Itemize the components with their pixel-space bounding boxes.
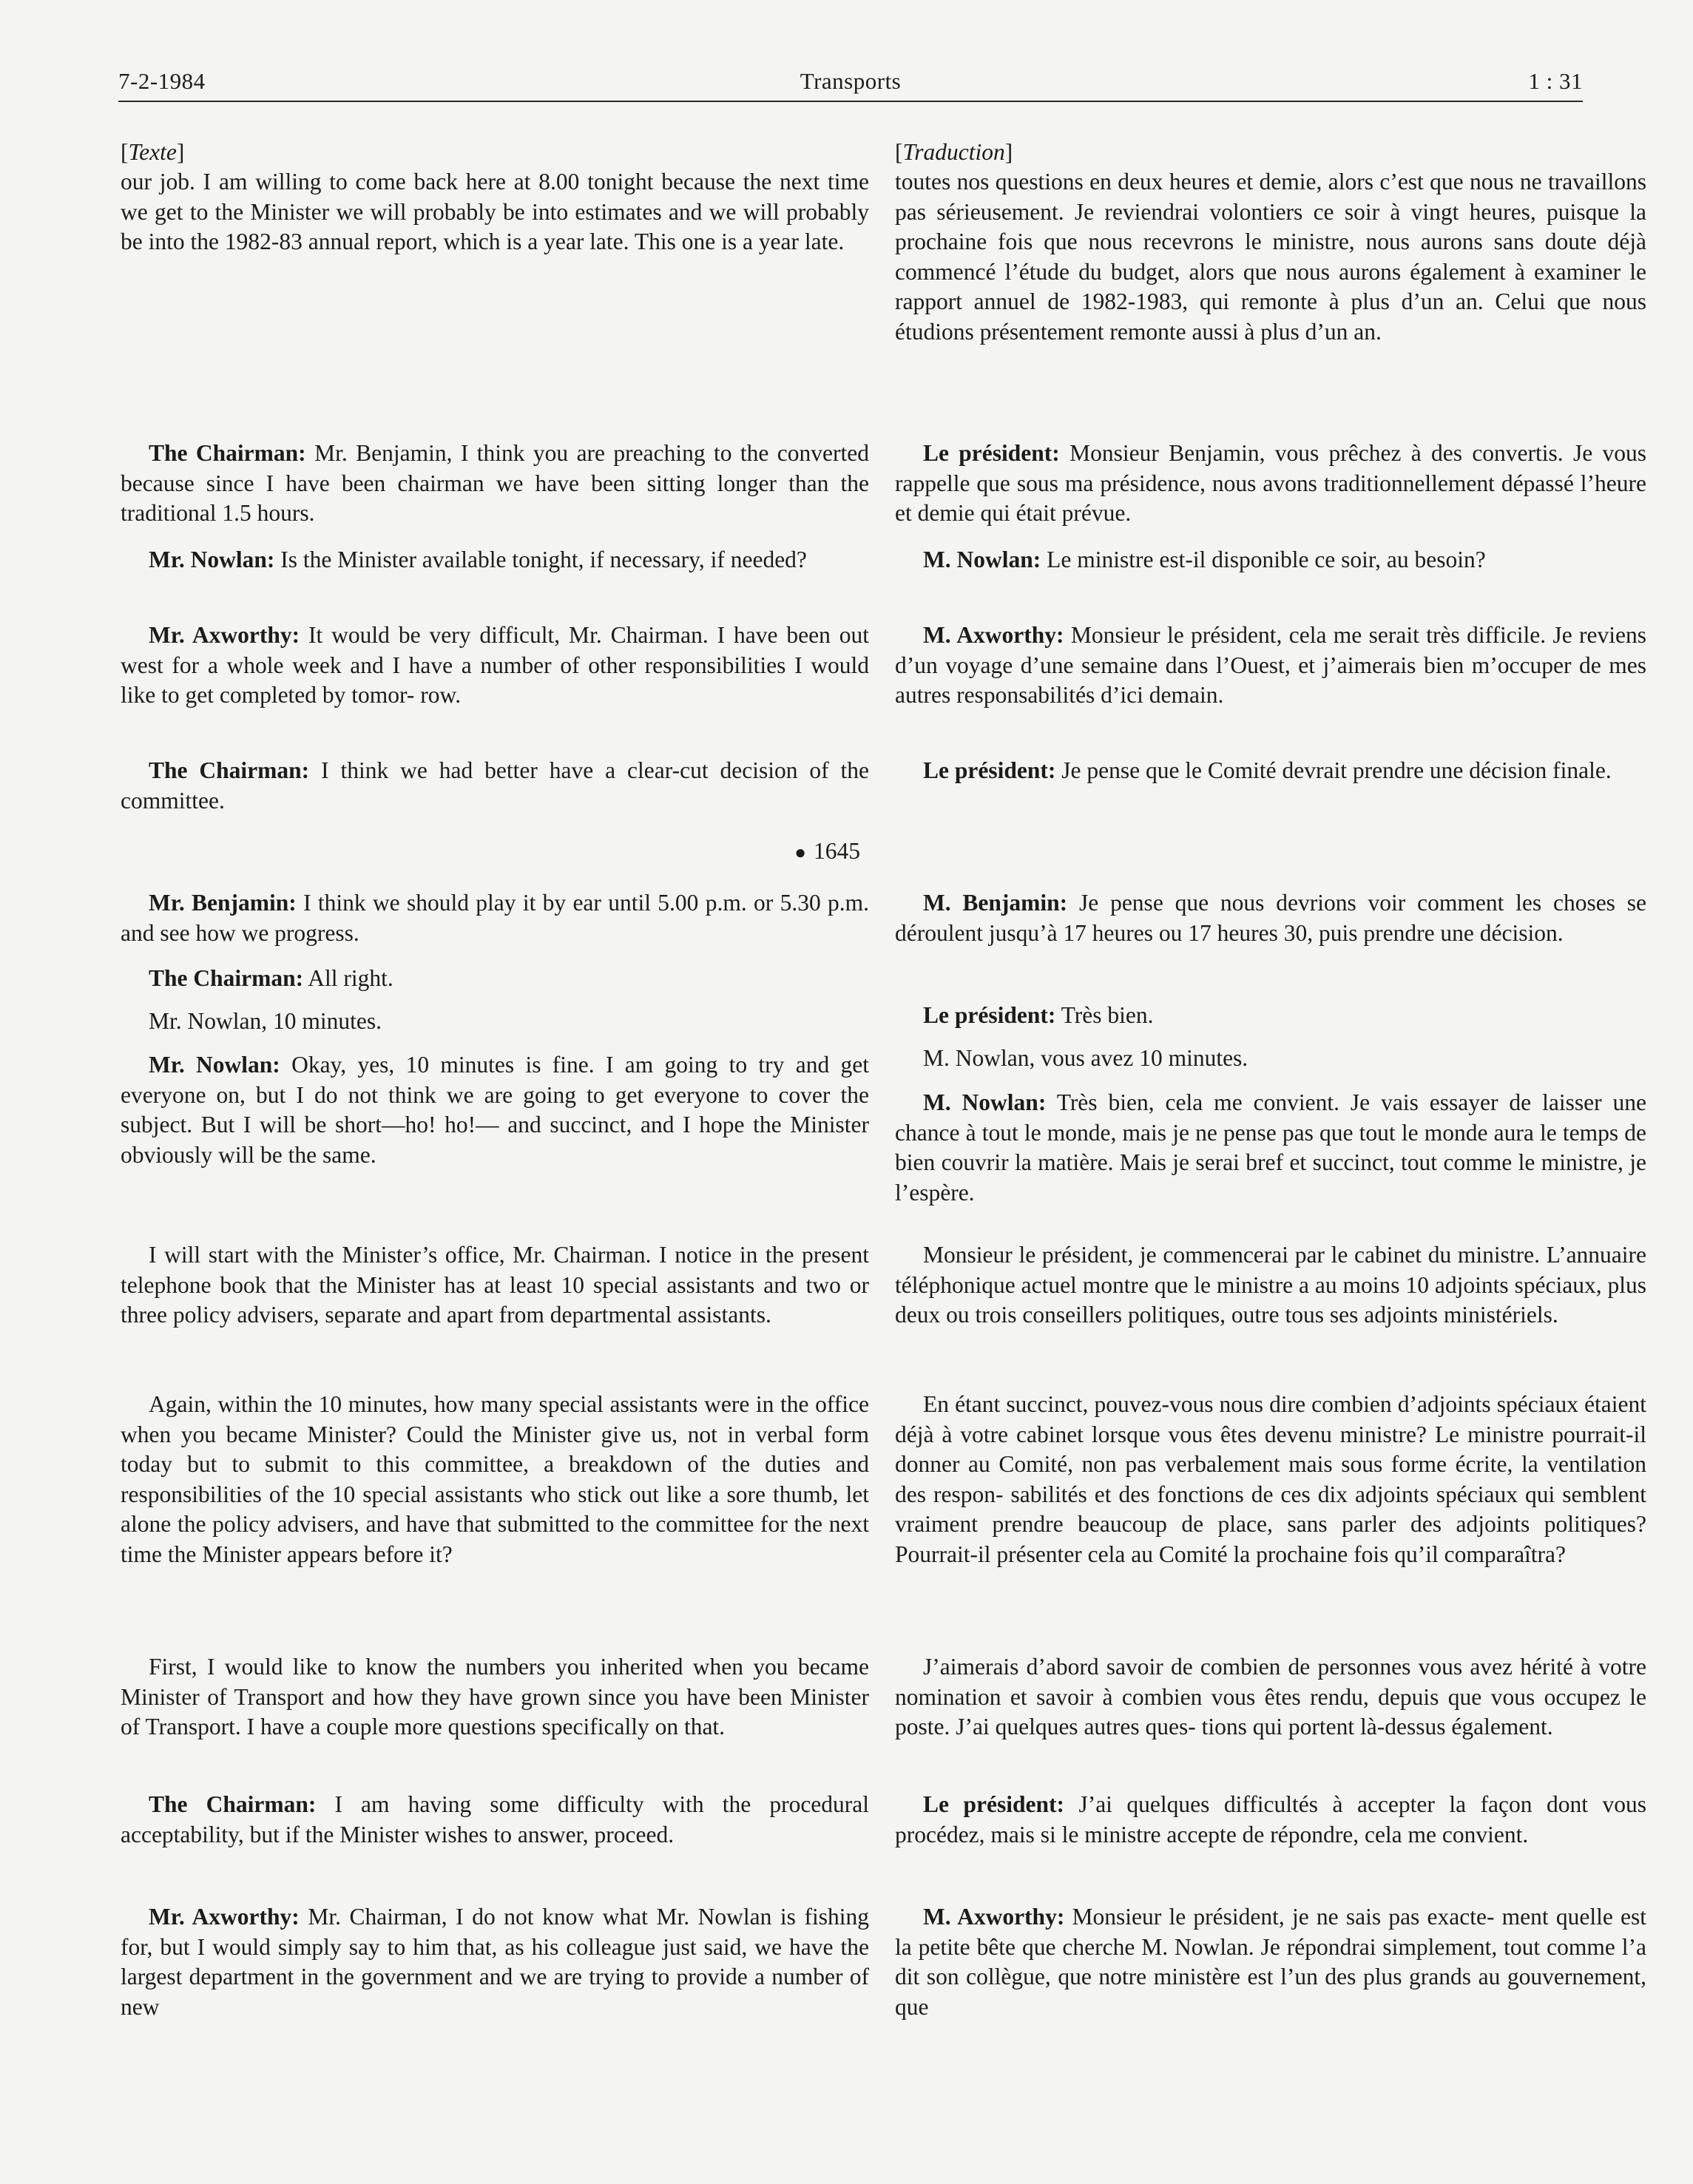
speaker-label: Mr. Benjamin: — [149, 890, 297, 916]
paragraph-text: Monsieur le président, cela me serait très difficile. Je reviens d’un voyage d’une semaine dans l’Ouest, et j’aimerais bien m’occuper de mes autres responsabilités d’ici demain. — [895, 622, 1646, 708]
paragraph-text: Très bien, cela me convient. Je vais essayer de laisser une chance à tout le monde, mais je ne pense pas que tout le monde aura le temps de bien couvrir la matière. Mais je serai bref et succinct, tout comme le ministre, je l’espère. — [895, 1089, 1646, 1206]
speaker-label: M. Axworthy: — [923, 622, 1064, 648]
paragraph — [895, 621, 1646, 711]
paragraph-text: Je pense que nous devrions voir comment les choses se déroulent jusqu’à 17 heures ou 17 heures 30, puis prendre une décision. — [895, 890, 1647, 946]
paragraph-text: Mr. Benjamin, I think you are preaching to the converted because since I have been chairman we have been sitting longer than the traditional 1.5 hours. — [121, 440, 869, 526]
speaker-label: Le président: — [923, 440, 1060, 466]
paragraph — [895, 756, 1646, 786]
paragraph — [895, 888, 1646, 948]
paragraph — [121, 1050, 869, 1170]
paragraph — [895, 1390, 1646, 1569]
speaker-label: Le président: — [923, 757, 1056, 783]
paragraph-text: our job. I am willing to come back here at 8.00 tonight because the next time we get to the Minister we will probably be into estimates and we will probably be into the 1982-83 annual report, which is a year late. This one is a year late. — [121, 169, 869, 254]
paragraph — [895, 1790, 1646, 1850]
paragraph — [895, 1902, 1646, 2022]
text-marker-label: Texte — [128, 139, 177, 165]
paragraph — [121, 621, 869, 711]
paragraph — [121, 756, 869, 816]
paragraph-text: M. Nowlan, vous avez 10 minutes. — [923, 1045, 1248, 1071]
time-marker — [121, 836, 860, 868]
paragraph-text: Mr. Chairman, I do not know what Mr. Nowlan is fishing for, but I would simply say to him that, as his colleague just said, we have the largest department in the government and we are trying to provide a number of new — [121, 1904, 869, 2020]
paragraph — [121, 1652, 869, 1742]
paragraph — [121, 439, 869, 529]
paragraph-text: Monsieur Benjamin, vous prêchez à des convertis. Je vous rappelle que sous ma présidence, nous avons traditionnellement dépassé l’heure et demie qui était prévue. — [895, 440, 1647, 526]
speaker-label: Mr. Nowlan: — [149, 547, 275, 572]
paragraph-text: Je pense que le Comité devrait prendre une décision finale. — [1061, 757, 1612, 783]
paragraph — [895, 167, 1646, 347]
paragraph — [895, 439, 1646, 529]
header-title: Transports — [800, 68, 902, 94]
paragraph — [121, 1902, 869, 2022]
paragraph — [121, 1240, 869, 1331]
paragraph — [121, 167, 869, 257]
paragraph-text: Again, within the 10 minutes, how many special assistants were in the office when you became Minister? Could the Minister give us, not in verbal form today but to submit to this committee, a breakdown of the duties and responsibilities of the 10 special assistants who stick out like a sore thumb, let alone the policy advisers, and have that submitted to the committee for the next time the Minister appears before it? — [121, 1391, 869, 1567]
speaker-label: The Chairman: — [149, 757, 310, 783]
speaker-label: M. Nowlan: — [923, 1089, 1047, 1115]
translation-marker: [Traduction] — [895, 139, 1013, 165]
paragraph-text: J’ai quelques difficultés à accepter la façon dont vous procédez, mais si le ministre accepte de répondre, cela me convient. — [895, 1791, 1646, 1847]
paragraph-text: Très bien. — [1061, 1002, 1154, 1028]
header-date: 7-2-1984 — [118, 68, 206, 94]
paragraph — [121, 888, 869, 948]
speaker-label: The Chairman: — [149, 965, 304, 991]
paragraph-text: First, I would like to know the numbers you inherited when you became Minister of Transport and how they have grown since you have been Minister of Transport. I have a couple more questions specifically on that. — [121, 1654, 869, 1740]
paragraph — [121, 964, 869, 994]
paragraph — [895, 1001, 1646, 1031]
translation-marker-label: Traduction — [902, 139, 1005, 165]
paragraph-text: Monsieur le président, je commencerai par le cabinet du ministre. L’annuaire téléphonique actuel montre que le ministre a au moins 10 adjoints spéciaux, plus deux ou trois conseillers politiques, outre tous ses adjoints ministériels. — [895, 1242, 1646, 1328]
paragraph-text: En étant succinct, pouvez-vous nous dire combien d’adjoints spéciaux étaient déjà à votre cabinet lorsque vous êtes devenu ministre? Le ministre pourrait-il donner au Comité, non pas verbalement mais sous forme écrite, la ventilation des respon- sabilités et des fonctions de ces dix adjoints spéciaux qui semblent vraiment prendre beaucoup de place, sans parler des adjoints politiques? Pourrait-il présenter cela au Comité la prochaine fois qu’il comparaîtra? — [895, 1391, 1646, 1567]
paragraph-text: Mr. Nowlan, 10 minutes. — [149, 1008, 382, 1034]
text-marker: [Texte] — [121, 139, 185, 165]
paragraph-text: I am having some difficulty with the procedural acceptability, but if the Minister wishes to answer, proceed. — [121, 1791, 870, 1847]
paragraph-text: I think we had better have a clear-cut decision of the committee. — [121, 757, 870, 814]
speaker-label: Mr. Nowlan: — [149, 1052, 280, 1078]
paragraph-text: Is the Minister available tonight, if necessary, if needed? — [280, 547, 807, 572]
paragraph — [895, 1240, 1646, 1331]
speaker-label: M. Nowlan: — [923, 547, 1041, 572]
paragraph — [895, 545, 1646, 575]
paragraph — [121, 1007, 869, 1037]
paragraph — [895, 1044, 1646, 1074]
speaker-label: Mr. Axworthy: — [149, 1904, 300, 1930]
paragraph — [121, 1390, 869, 1569]
paragraph-text: I will start with the Minister’s office, Mr. Chairman. I notice in the present telephone book that the Minister has at least 10 special assistants and two or three policy advisers, separate and apart from departmental assistants. — [121, 1242, 869, 1328]
speaker-label: Mr. Axworthy: — [149, 622, 300, 648]
speaker-label: The Chairman: — [149, 440, 306, 466]
running-header — [118, 65, 1583, 102]
paragraph — [895, 1652, 1646, 1742]
paragraph — [121, 545, 869, 575]
paragraph-text: It would be very difficult, Mr. Chairman. I have been out west for a whole week and I have a number of other responsibilities I would like to get completed by tomor- row. — [121, 622, 870, 708]
paragraph-text: Monsieur le président, je ne sais pas exacte- ment quelle est la petite bête que cherche M. Nowlan. Je répondrai simplement, tout comme l’a dit son collègue, que notre ministère est l’un des plus grands au gouvernement, que — [895, 1904, 1647, 2020]
paragraph — [121, 1790, 869, 1850]
paragraph-text: toutes nos questions en deux heures et demie, alors c’est que nous ne travaillons pas sérieusement. Je reviendrai volontiers ce soir à vingt heures, puisque la prochaine fois que nous recevrons le ministre, nous aurons sans doute déjà commencé l’étude du budget, alors que nous aurons également à examiner le rapport annuel de 1982-1983, qui remonte à plus d’un an. Celui que nous étudions présentement remonte aussi à plus d’un an. — [895, 169, 1646, 345]
paragraph-text: J’aimerais d’abord savoir de combien de personnes vous avez hérité à votre nomination et savoir à combien vous êtes rendu, depuis que vous occupez le poste. J’ai quelques autres ques- tions qui portent là-dessus également. — [895, 1654, 1646, 1740]
paragraph-text: All right. — [308, 965, 393, 991]
speaker-label: The Chairman: — [149, 1791, 317, 1817]
paragraph-text: Le ministre est-il disponible ce soir, au besoin? — [1047, 547, 1486, 572]
time-marker-value: 1645 — [814, 838, 860, 864]
speaker-label: Le président: — [923, 1002, 1056, 1028]
paragraph-text: Okay, yes, 10 minutes is fine. I am going to try and get everyone on, but I do not think we are going to get everyone to cover the subject. But I will be short—ho! ho!— and succinct, and I hope the Minister obviously will be the same. — [121, 1052, 869, 1168]
speaker-label: Le président: — [923, 1791, 1064, 1817]
header-page-number: 1 : 31 — [1528, 68, 1583, 94]
speaker-label: M. Benjamin: — [923, 890, 1068, 916]
paragraph-text: I think we should play it by ear until 5.00 p.m. or 5.30 p.m. and see how we progress. — [121, 890, 870, 946]
speaker-label: M. Axworthy: — [923, 1904, 1065, 1930]
bullet-icon: ● — [794, 842, 806, 863]
paragraph — [895, 1088, 1646, 1208]
